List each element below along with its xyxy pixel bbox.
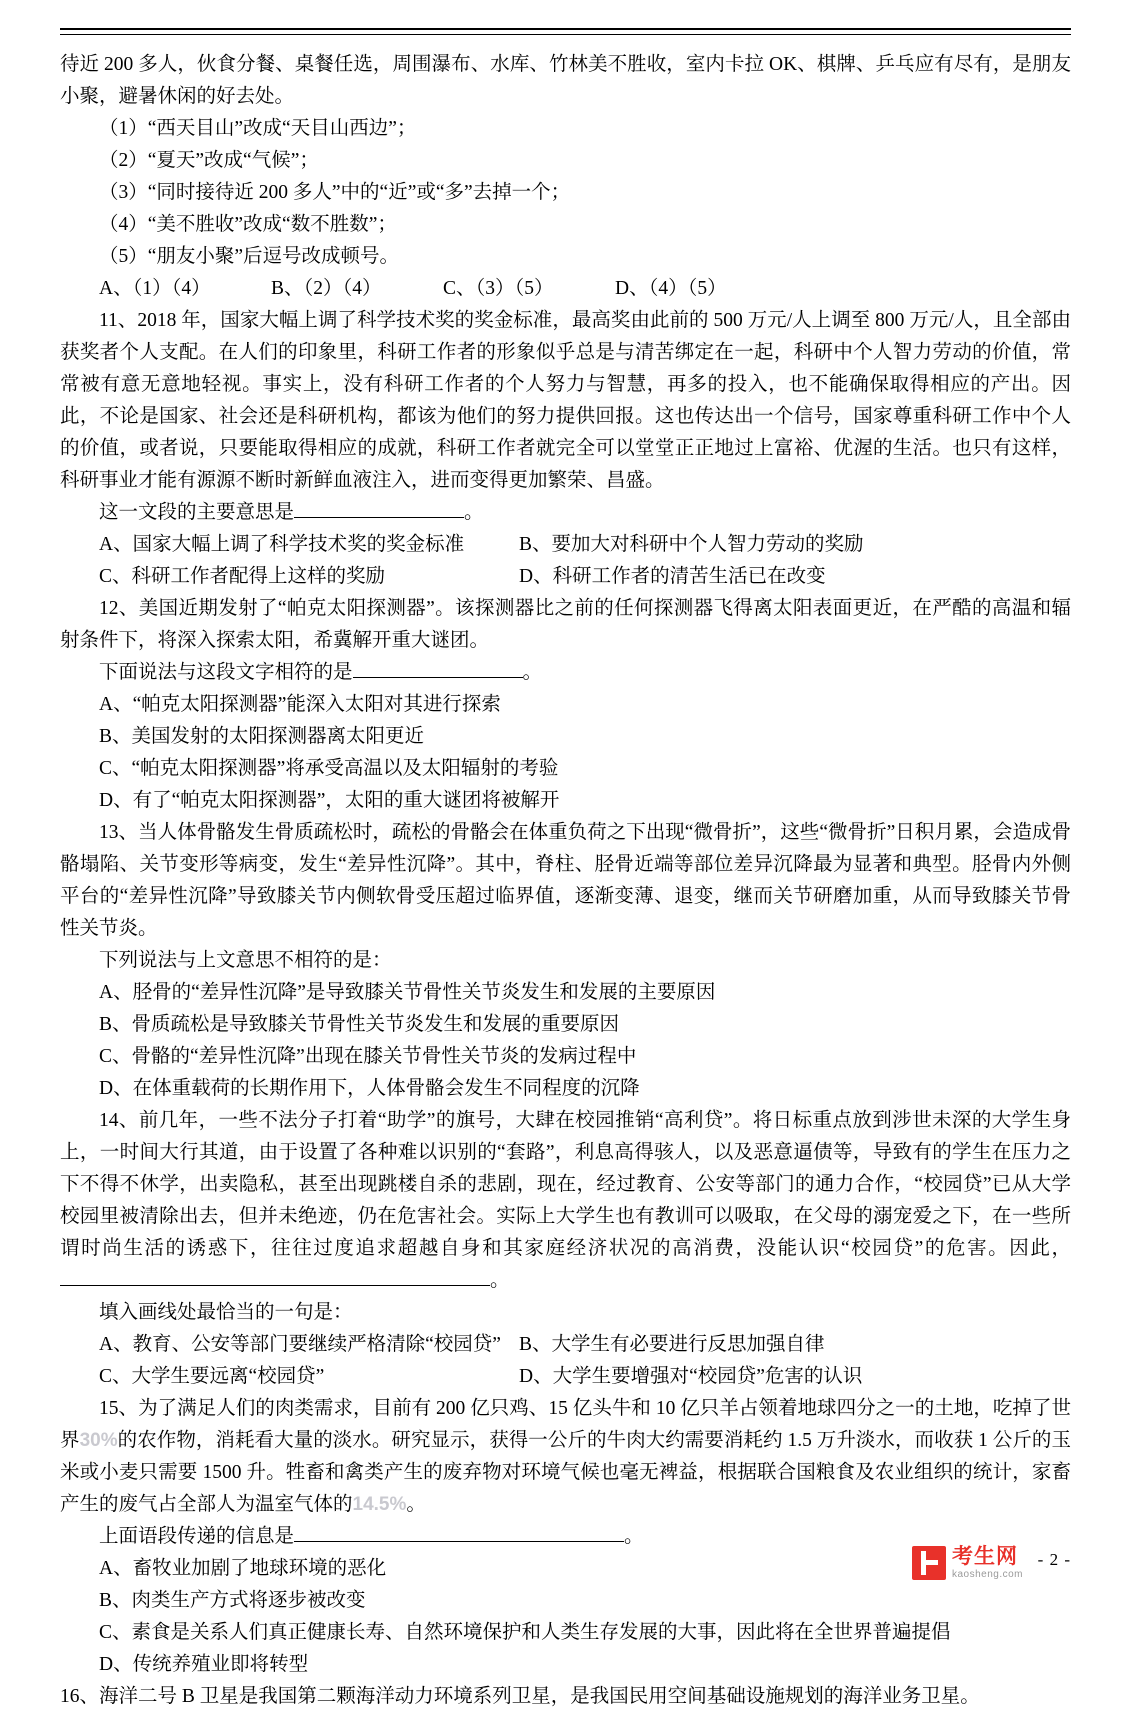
q10-item-4: （4）“美不胜收”改成“数不胜数”；	[99, 214, 397, 235]
q14-option-b: B、大学生有必要进行反思加强自律	[519, 1334, 825, 1355]
q15-stem-part-1: 15、为了满足人们的肉类需求，目前有 200 亿只鸡、15 亿头牛和 10 亿只羊占领着地球四分之一的土地，吃掉了世界	[60, 1398, 1071, 1451]
kaosheng-logo-text	[952, 1546, 1023, 1580]
q10-item-1: （1）“西天目山”改成“天目山西边”；	[99, 118, 417, 139]
kaosheng-watermark-logo	[912, 1546, 1023, 1580]
q12-answer-blank	[353, 677, 523, 678]
q15-stem-part-2: 的农作物，消耗看大量的淡水。研究显示，获得一公斤的牛肉大约需要消耗约 1.5 万升淡水，而收获 1 公斤的玉米或小麦只需要 1500 升。牲畜和禽类产生的废弃物对环境气候也毫无裨益，根据联合国粮食及农业组织的统计，家畜产生的废气占全部人为温室气体的	[60, 1430, 1071, 1515]
q15-option-d: D、传统养殖业即将转型	[99, 1654, 309, 1675]
q12-option-a: A、“帕克太阳探测器”能深入太阳对其进行探索	[99, 694, 501, 715]
q14-options-row-1	[60, 1329, 1071, 1361]
q12-prompt-text: 下面说法与这段文字相符的是	[99, 662, 353, 683]
inline-watermark-30: 30%	[79, 1430, 118, 1451]
q10-option-d: D、（4）（5）	[615, 278, 727, 299]
q11-option-b: B、要加大对科研中个人智力劳动的奖励	[519, 534, 864, 555]
q10-option-a: A、（1）（4）	[99, 278, 211, 299]
q11-option-a: A、国家大幅上调了科学技术奖的奖金标准	[99, 534, 465, 555]
question-14-prompt: 填入画线处最恰当的一句是：	[99, 1302, 353, 1323]
q13-option-c: C、骨骼的“差异性沉降”出现在膝关节骨性关节炎的发病过程中	[99, 1046, 637, 1067]
q11-prompt-text: 这一文段的主要意思是	[99, 502, 295, 523]
page-number: - 2 -	[1037, 1550, 1071, 1569]
q14-option-c: C、大学生要远离“校园贷”	[99, 1366, 325, 1387]
q15-option-a: A、畜牧业加剧了地球环境的恶化	[99, 1558, 387, 1579]
q15-answer-blank	[294, 1541, 624, 1542]
q14-option-d: D、大学生要增强对“校园贷”危害的认识	[519, 1366, 863, 1387]
q13-option-b: B、骨质疏松是导致膝关节骨性关节炎发生和发展的重要原因	[99, 1014, 620, 1035]
q15-prompt-period: 。	[624, 1526, 644, 1547]
question-12-stem: 12、美国近期发射了“帕克太阳探测器”。该探测器比之前的任何探测器飞得离太阳表面更近，在严酷的高温和辐射条件下，将深入探索太阳，希冀解开重大谜团。	[60, 598, 1071, 651]
q13-option-d: D、在体重载荷的长期作用下，人体骨骼会发生不同程度的沉降	[99, 1078, 640, 1099]
q13-option-a: A、胫骨的“差异性沉降”是导致膝关节骨性关节炎发生和发展的主要原因	[99, 982, 716, 1003]
q12-option-b: B、美国发射的太阳探测器离太阳更近	[99, 726, 425, 747]
q10-item-2: （2）“夏天”改成“气候”；	[99, 150, 319, 171]
q10-item-3: （3）“同时接待近 200 多人”中的“近”或“多”去掉一个；	[99, 182, 571, 203]
question-11-stem: 11、2018 年，国家大幅上调了科学技术奖的奖金标准，最高奖由此前的 500 万元/人上调至 800 万元/人，且全部由获奖者个人支配。在人们的印象里，科研工作者的形象似乎总是与清苦绑定在一起，科研中个人智力劳动的价值，常常被有意无意地轻视。事实上，没有科研工作者的个人努力与智慧，再多的投入，也不能确保取得相应的产出。因此，不论是国家、社会还是科研机构，都该为他们的努力提供回报。这也传达出一个信号，国家尊重科研工作中个人的价值，或者说，只要能取得相应的成就，科研工作者就完全可以堂堂正正地过上富裕、优渥的生活。也只有这样，科研事业才能有源源不断时新鲜血液注入，进而变得更加繁荣、昌盛。	[60, 310, 1071, 491]
q12-option-c: C、“帕克太阳探测器”将承受高温以及太阳辐射的考验	[99, 758, 559, 779]
question-12-prompt	[60, 657, 1071, 689]
q14-option-a: A、教育、公安等部门要继续严格清除“校园贷”	[99, 1334, 501, 1355]
question-10-continuation: 待近 200 多人，伙食分餐、桌餐任选，周围瀑布、水库、竹林美不胜收，室内卡拉 OK、棋牌、乒乓应有尽有，是朋友小聚，避暑休闲的好去处。	[60, 54, 1071, 107]
q11-options-row-2	[60, 561, 1071, 593]
q14-stem-text: 14、前几年，一些不法分子打着“助学”的旗号，大肆在校园推销“高利贷”。将日标重点放到涉世未深的大学生身上，一时间大行其道，由于设置了各种难以识别的“套路”，利息高得骇人，以及恶意逼债等，导致有的学生在压力之下不得不休学，出卖隐私，甚至出现跳楼自杀的悲剧，现在，经过教育、公安等部门的通力合作，“校园贷”已从大学校园里被清除出去，但并未绝迹，仍在危害社会。实际上大学生也有教训可以吸取，在父母的溺宠爱之下，在一些所谓时尚生活的诱惑下，往往过度追求超越自身和其家庭经济状况的高消费，没能认识“校园贷”的危害。因此，	[60, 1110, 1071, 1259]
q12-option-d: D、有了“帕克太阳探测器”，太阳的重大谜团将被解开	[99, 790, 560, 811]
q10-option-c: C、（3）（5）	[443, 278, 554, 299]
kaosheng-logo-icon	[912, 1546, 946, 1580]
q15-option-c: C、素食是关系人们真正健康长寿、自然环境保护和人类生存发展的大事，因此将在全世界普遍提倡	[99, 1622, 951, 1643]
q10-answer-options	[60, 273, 1071, 305]
q11-option-c: C、科研工作者配得上这样的奖励	[99, 566, 386, 587]
q11-options-row-1	[60, 529, 1071, 561]
q11-prompt-period: 。	[464, 502, 484, 523]
q14-stem-period: 。	[490, 1270, 510, 1291]
question-13-prompt: 下列说法与上文意思不相符的是：	[99, 950, 392, 971]
question-15-stem	[60, 1393, 1071, 1521]
q15-prompt-text: 上面语段传递的信息是	[99, 1526, 295, 1547]
q15-option-b: B、肉类生产方式将逐步被改变	[99, 1590, 366, 1611]
q14-answer-blank	[60, 1285, 490, 1286]
kaosheng-logo-en: kaosheng.com	[951, 1569, 1023, 1580]
question-11-prompt	[60, 497, 1071, 529]
question-16-stem: 16、海洋二号 B 卫星是我国第二颗海洋动力环境系列卫星，是我国民用空间基础设施规划的海洋业务卫星。	[60, 1686, 980, 1707]
q10-option-b: B、（2）（4）	[271, 278, 382, 299]
inline-watermark-145: 14.5%	[352, 1494, 407, 1515]
header-rule	[60, 28, 1071, 35]
q12-prompt-period: 。	[522, 662, 543, 683]
q11-answer-blank	[294, 517, 464, 518]
q10-item-5: （5）“朋友小聚”后逗号改成顿号。	[99, 246, 400, 267]
q15-stem-part-3: 。	[406, 1494, 426, 1515]
question-13-stem: 13、当人体骨骼发生骨质疏松时，疏松的骨骼会在体重负荷之下出现“微骨折”，这些“微骨折”日积月累，会造成骨骼塌陷、关节变形等病变，发生“差异性沉降”。其中，脊柱、胫骨近端等部位差异沉降最为显著和典型。胫骨内外侧平台的“差异性沉降”导致膝关节内侧软骨受压超过临界值，逐渐变薄、退变，继而关节研磨加重，从而导致膝关节骨性关节炎。	[60, 822, 1071, 939]
q11-option-d: D、科研工作者的清苦生活已在改变	[519, 566, 826, 587]
question-14-stem	[60, 1105, 1071, 1297]
document-body	[60, 49, 1071, 1713]
kaosheng-logo-cn: 考生网	[951, 1545, 1018, 1568]
q14-options-row-2	[60, 1361, 1071, 1393]
